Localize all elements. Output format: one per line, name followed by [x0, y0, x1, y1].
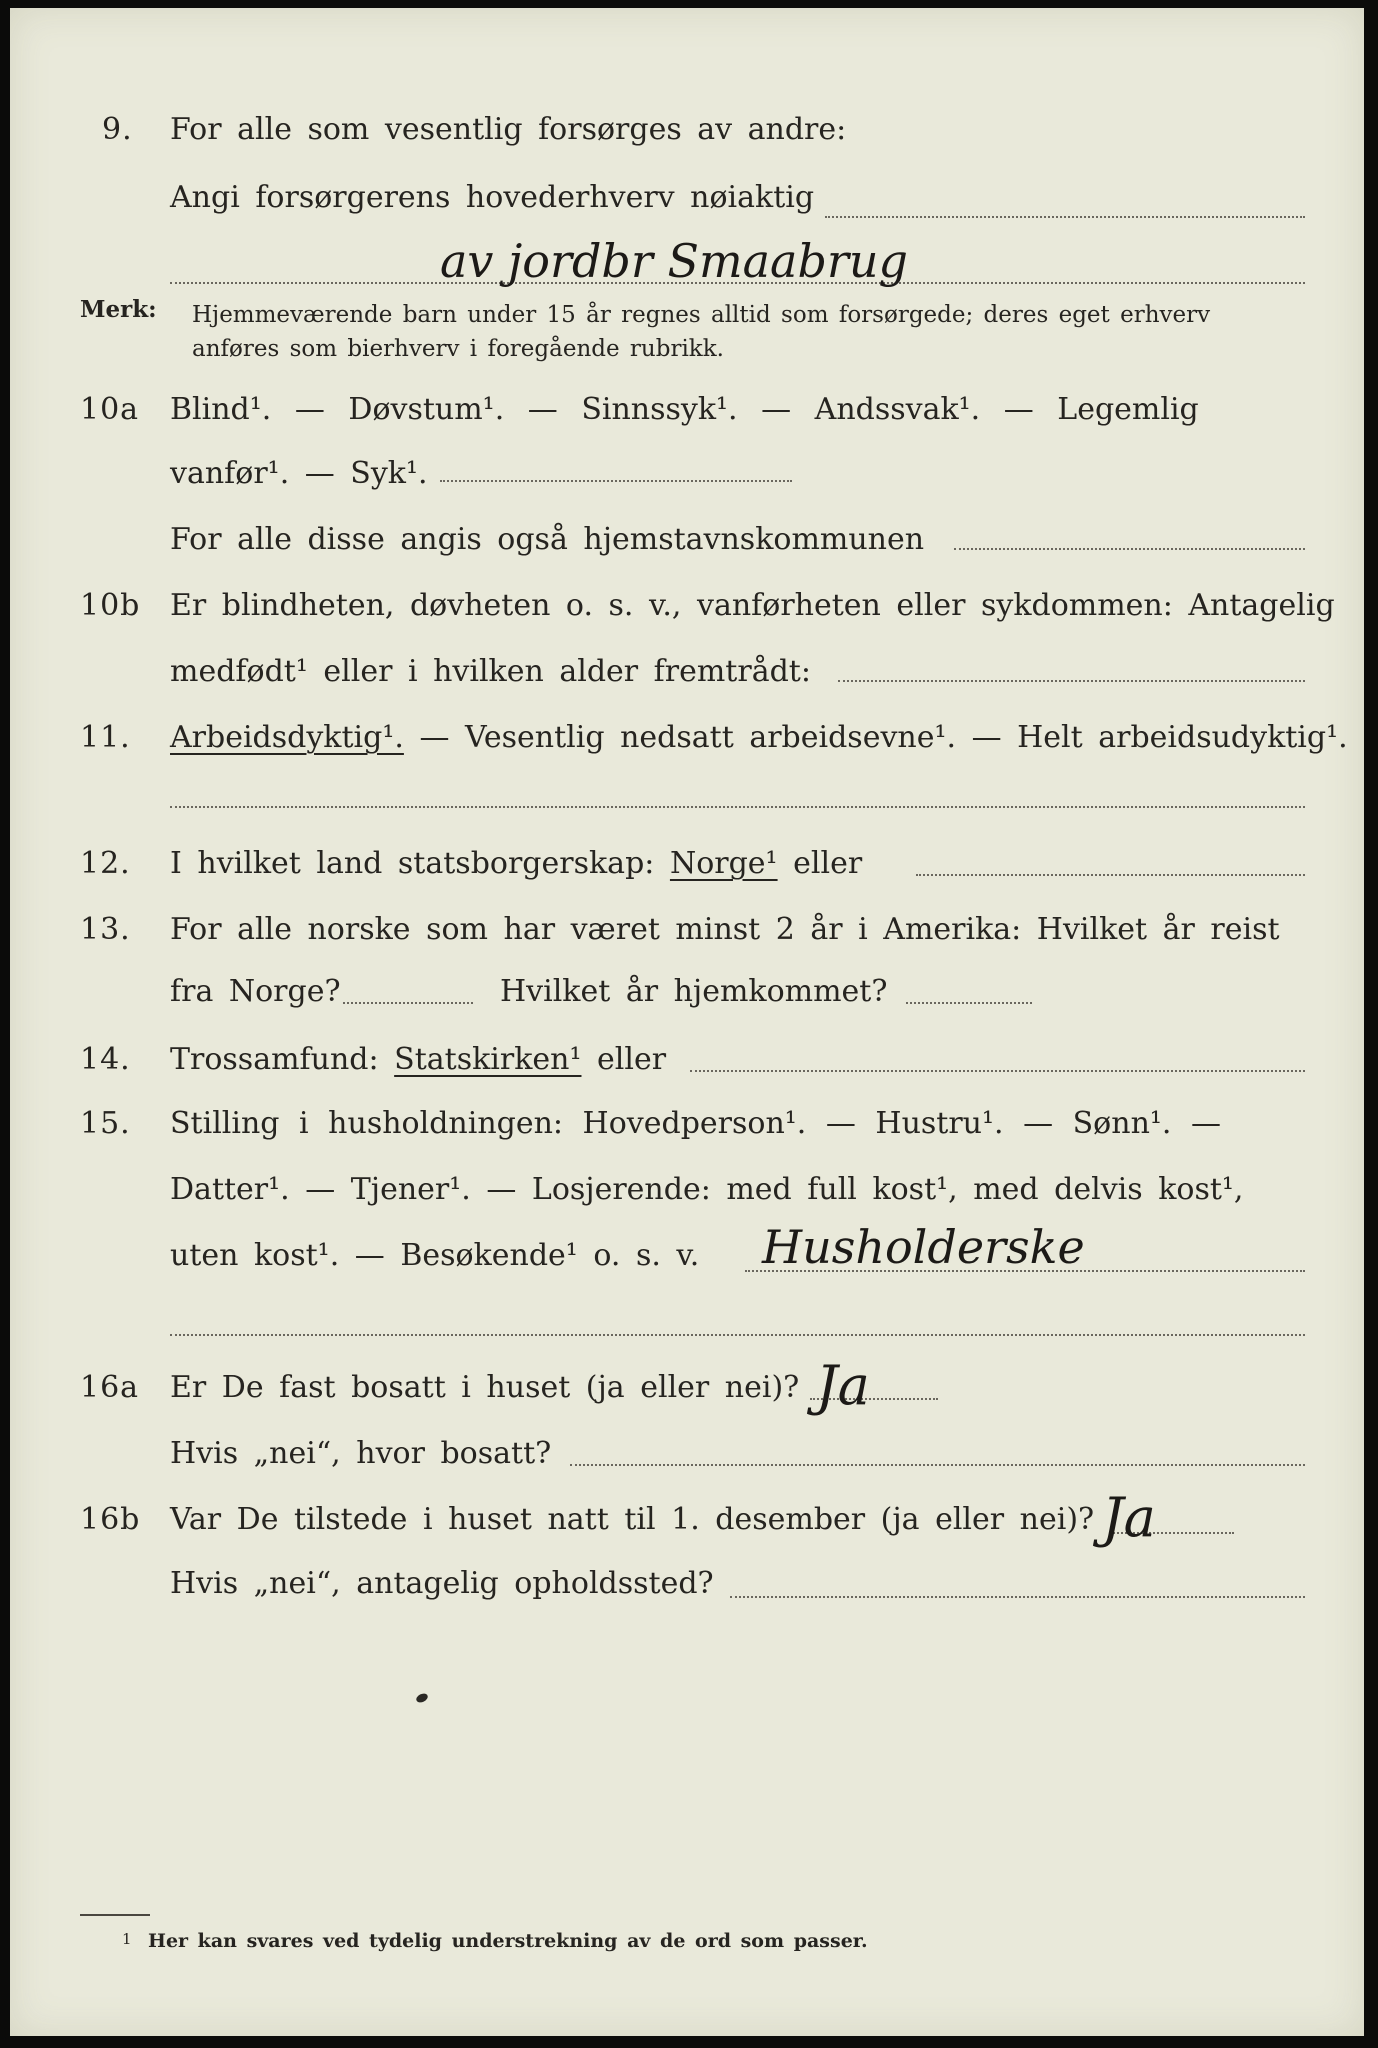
q9-line2: Angi forsørgerens hovederhverv nøiaktig [170, 180, 815, 215]
q12-tail: eller [793, 846, 863, 881]
q15-number: 15. [80, 1106, 131, 1141]
q13-fill-line2 [906, 1002, 1032, 1004]
q14-tail: eller [597, 1042, 667, 1077]
q11-option-arbeidsdyktig: Arbeidsdyktig¹. [170, 720, 404, 755]
q9-fill-line [825, 216, 1305, 218]
q13-line1: For alle norske som har været minst 2 år i Amerika: Hvilket år reist [170, 912, 1280, 947]
q16b-fill-line2 [730, 1596, 1305, 1598]
q16b-line2: Hvis „nei“, antagelig opholdssted? [170, 1566, 714, 1601]
q9-number: 9. [102, 112, 133, 147]
q12-line [170, 846, 862, 881]
census-form-page [10, 8, 1364, 2036]
q9-line1: For alle som vesentlig forsørges av andre: [170, 112, 847, 147]
q16a-line2: Hvis „nei“, hvor bosatt? [170, 1436, 552, 1471]
q10b-fill-line [838, 680, 1305, 682]
q15-fill-line2 [170, 1334, 1305, 1336]
q14-text: Trossamfund: [170, 1042, 379, 1077]
q10a-number: 10a [80, 392, 140, 427]
q16a-fill-line2 [570, 1464, 1305, 1466]
ink-spot [415, 1692, 429, 1704]
q13-line2a: fra Norge? [170, 974, 341, 1009]
q13-line2b: Hvilket år hjemkommet? [500, 974, 888, 1009]
q13-fill-line1 [343, 1002, 473, 1004]
q10a-line3: For alle disse angis også hjemstavnskommunen [170, 522, 925, 557]
q16a-number: 16a [80, 1370, 140, 1405]
footnote-text: Her kan svares ved tydelig understrekning av de ord som passer. [148, 1930, 868, 1952]
merk-line2: anføres som bierhverv i foregående rubrikk. [192, 336, 724, 362]
q11-line [170, 720, 1348, 755]
q12-text: I hvilket land statsborgerskap: [170, 846, 655, 881]
q11-fill-line [170, 806, 1305, 808]
q10a-fill-line1 [440, 480, 792, 482]
q15-handwritten-answer: Husholderske [762, 1220, 1085, 1274]
q10b-line1: Er blindheten, døvheten o. s. v., vanførheten eller sykdommen: Antagelig [170, 588, 1335, 623]
q16a-handwritten-answer: Ja [816, 1354, 870, 1417]
q10b-number: 10b [80, 588, 141, 623]
q15-line2: Datter¹. — Tjener¹. — Losjerende: med full kost¹, med delvis kost¹, [170, 1172, 1244, 1207]
q11-number: 11. [80, 720, 131, 755]
footnote-rule [80, 1914, 150, 1916]
q14-line [170, 1042, 666, 1077]
merk-label: Merk: [80, 296, 157, 323]
q13-number: 13. [80, 912, 131, 947]
q10a-line2: vanfør¹. — Syk¹. [170, 456, 428, 491]
q16a-line1: Er De fast bosatt i huset (ja eller nei)? [170, 1370, 800, 1405]
q14-fill-line [690, 1070, 1305, 1072]
footnote-mark: 1 [122, 1930, 132, 1948]
q16b-number: 16b [80, 1502, 141, 1537]
q12-number: 12. [80, 846, 131, 881]
q12-fill-line [916, 874, 1305, 876]
q9-handwritten-answer: av jordbr Smaabrug [440, 234, 908, 288]
q10b-line2: medfødt¹ eller i hvilken alder fremtrådt: [170, 654, 811, 689]
q14-number: 14. [80, 1042, 131, 1077]
merk-line1: Hjemmeværende barn under 15 år regnes alltid som forsørgede; deres eget erhverv [192, 302, 1211, 328]
q14-option-statskirken: Statskirken¹ [394, 1042, 582, 1077]
q16b-line1: Var De tilstede i huset natt til 1. desember (ja eller nei)? [170, 1502, 1095, 1537]
q16b-handwritten-answer: Ja [1102, 1486, 1156, 1549]
q15-line1: Stilling i husholdningen: Hovedperson¹. — Hustru¹. — Sønn¹. — [170, 1106, 1221, 1141]
q10a-fill-line2 [954, 548, 1305, 550]
q10a-line1: Blind¹. — Døvstum¹. — Sinnssyk¹. — Andssvak¹. — Legemlig [170, 392, 1199, 427]
q15-line3: uten kost¹. — Besøkende¹ o. s. v. [170, 1238, 700, 1273]
q12-option-norge: Norge¹ [669, 846, 778, 881]
q11-rest: — Vesentlig nedsatt arbeidsevne¹. — Helt arbeidsudyktig¹. [419, 720, 1348, 755]
